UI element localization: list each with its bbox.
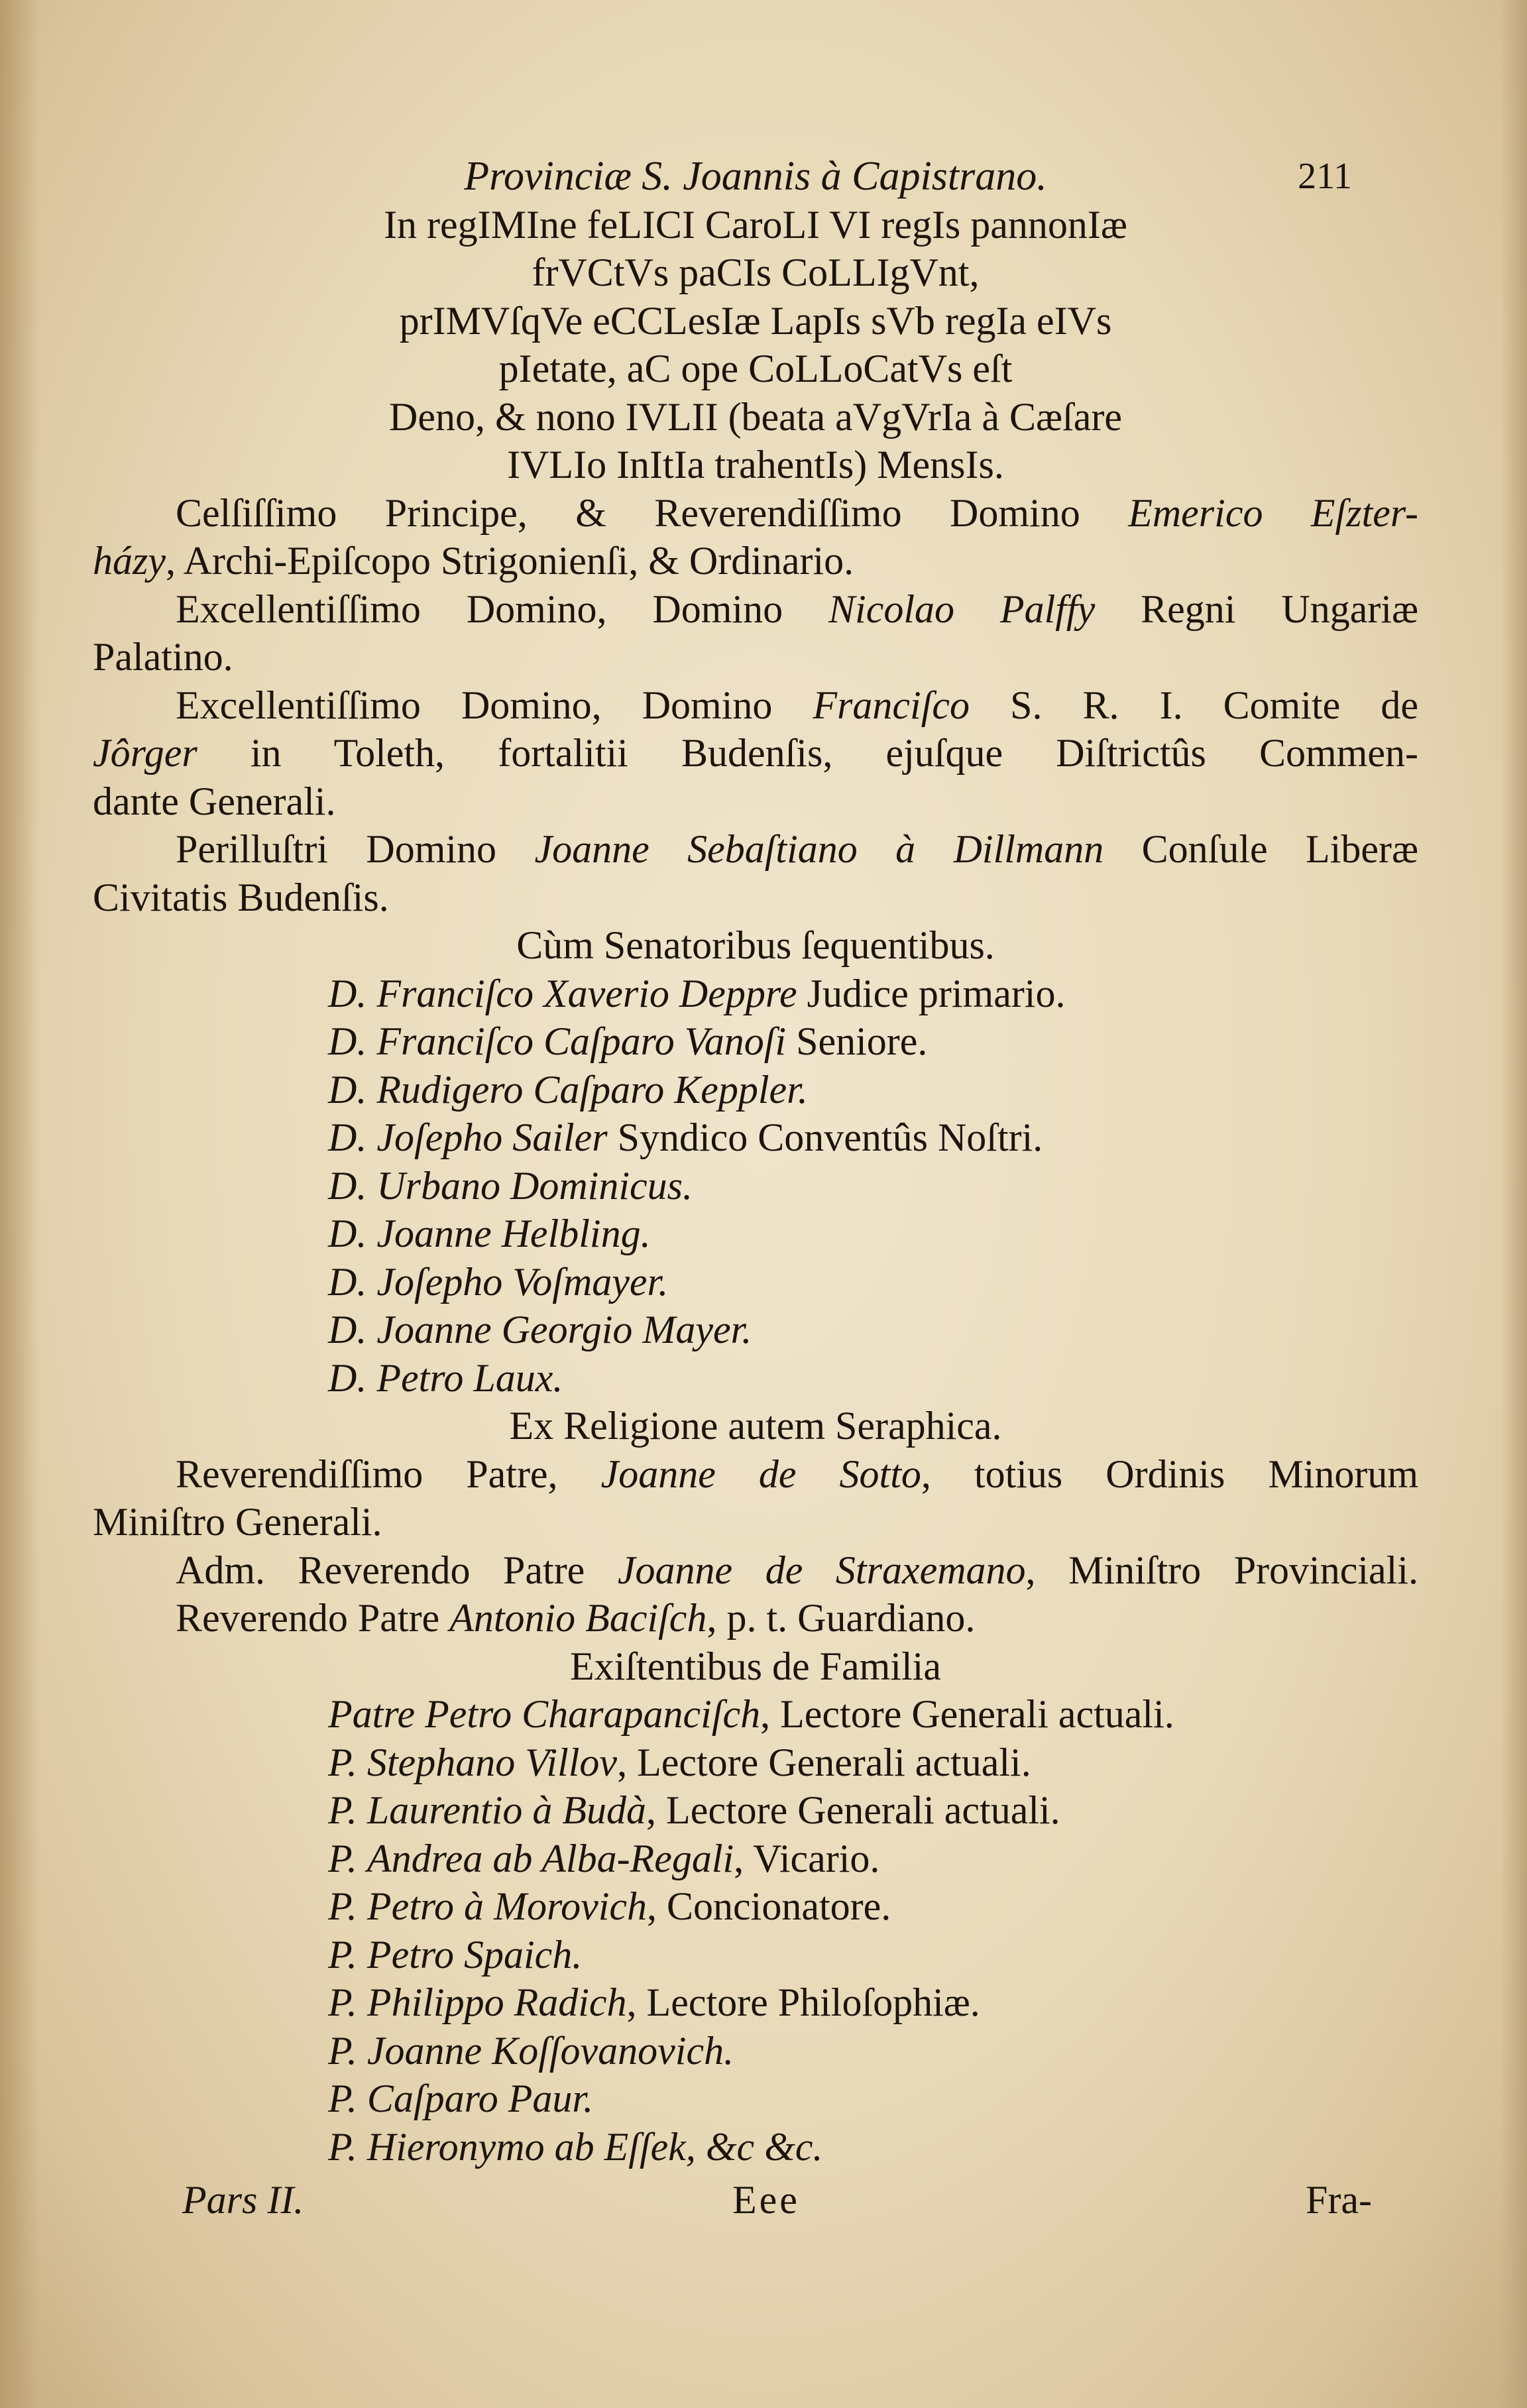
chronogram-line: IVLIo InItIa trahentIs) MensIs. bbox=[507, 443, 1004, 487]
roll-name: Petro Laux. bbox=[376, 1355, 563, 1400]
roll-role: , Vicario. bbox=[734, 1836, 880, 1880]
roll-prefix: Patre bbox=[328, 1692, 416, 1736]
roll-prefix: P. bbox=[328, 1884, 357, 1928]
signature-left: Pars II. bbox=[182, 2178, 304, 2222]
dignitary-line bbox=[93, 729, 1418, 777]
roll-prefix: P. bbox=[328, 1932, 357, 1977]
dignitary-text: Regni Ungariæ bbox=[1141, 587, 1419, 631]
dignitary-text: S. R. I. Comite de bbox=[1010, 683, 1418, 727]
roll-name: Franciſco Caſparo Vanoſi bbox=[376, 1019, 787, 1063]
roll-name: Joanne Helbling. bbox=[376, 1212, 651, 1255]
dignitary-text: Celſiſſimo Principe, & Reverendiſſimo Domino bbox=[176, 490, 1080, 535]
roll-prefix: D. bbox=[328, 1212, 367, 1255]
family-row bbox=[93, 2027, 1087, 2075]
catchword: Fra- bbox=[1306, 2178, 1372, 2222]
senator-row bbox=[93, 1306, 1087, 1354]
chronogram-line: prIMVſqVe eCCLesIæ LapIs sVb regIa eIVs bbox=[399, 298, 1112, 343]
roll-prefix: D. bbox=[328, 1259, 367, 1304]
dignitary-name: Emerico Eſzter- bbox=[1128, 490, 1419, 535]
dignitary-line: Palatino. bbox=[93, 635, 233, 679]
chronogram-line: frVCtVs paCIs CoLLIgVnt, bbox=[532, 251, 980, 294]
religion-name: Antonio Baciſch bbox=[449, 1596, 707, 1640]
senators-list bbox=[93, 970, 1087, 1403]
page-edge-shadow-left bbox=[0, 0, 40, 2408]
running-title: Provinciæ S. Joannis à Capistrano. bbox=[464, 154, 1047, 199]
roll-name: Petro Spaich. bbox=[367, 1932, 583, 1977]
dignitary-name: Nicolao Palffy bbox=[828, 587, 1096, 631]
religion-heading: Ex Religione autem Seraphica. bbox=[509, 1404, 1002, 1448]
roll-name: Laurentio à Budà bbox=[367, 1788, 647, 1832]
religion-text: Reverendo Patre bbox=[176, 1596, 440, 1640]
dignitary-text: , Archi-Epiſcopo Strigonienſi, & Ordinario. bbox=[165, 539, 854, 583]
family-row bbox=[93, 1978, 1087, 2027]
dignitary-line bbox=[93, 489, 1418, 538]
dignitary-name: Joanne Sebaſtiano à Dillmann bbox=[534, 827, 1104, 871]
roll-role: , Lectore Philoſophiæ. bbox=[626, 1980, 980, 2024]
religion-name: Joanne de Sotto bbox=[600, 1452, 921, 1496]
family-row bbox=[93, 1931, 1087, 1979]
roll-role: , Lectore Generali actuali. bbox=[760, 1692, 1174, 1736]
religion-line bbox=[93, 1594, 1418, 1642]
dignitary-text: Conſule Liberæ bbox=[1141, 827, 1418, 871]
dignitary-name: Franciſco bbox=[813, 683, 970, 727]
roll-name: Urbano Dominicus. bbox=[376, 1163, 693, 1208]
dignitary-line bbox=[93, 537, 1418, 585]
religion-text: , totius Ordinis Minorum bbox=[921, 1452, 1419, 1496]
page-text bbox=[93, 152, 1418, 2229]
dignitary-line: dante Generali. bbox=[93, 779, 336, 823]
roll-prefix: D. bbox=[328, 1163, 367, 1208]
dignitary-line bbox=[93, 825, 1418, 874]
roll-name: Philippo Radich bbox=[367, 1980, 627, 2024]
religion-line: Miniſtro Generali. bbox=[93, 1500, 382, 1544]
roll-role: Syndico Conventûs Noſtri. bbox=[617, 1116, 1043, 1159]
dignitary-line bbox=[93, 681, 1418, 730]
roll-prefix: P. bbox=[328, 1788, 357, 1832]
roll-prefix: P. bbox=[328, 1980, 357, 2024]
dignitary-text: in Toleth, fortalitii Budenſis, ejuſque Diſtrictûs Commen- bbox=[250, 731, 1418, 775]
roll-name: Andrea ab Alba-Regali bbox=[367, 1836, 734, 1880]
dignitary-name: Jôrger bbox=[93, 731, 198, 775]
page-number: 211 bbox=[1298, 156, 1352, 197]
roll-name: Petro à Morovich bbox=[367, 1884, 648, 1928]
roll-name: Rudigero Caſparo Keppler. bbox=[376, 1067, 808, 1112]
page-footer bbox=[93, 2176, 1418, 2229]
roll-name: Joanne Georgio Mayer. bbox=[376, 1308, 752, 1351]
chronogram-line: pIetate, aC ope CoLLoCatVs eſt bbox=[498, 347, 1013, 390]
roll-name: Joſepho Voſmayer. bbox=[376, 1259, 669, 1304]
roll-role: , Lectore Generali actuali. bbox=[646, 1788, 1060, 1832]
roll-prefix: D. bbox=[328, 1067, 367, 1112]
running-header bbox=[93, 152, 1418, 201]
senator-row bbox=[93, 970, 1087, 1018]
dignitary-name: házy bbox=[93, 539, 166, 583]
dignitaries-list bbox=[93, 489, 1418, 922]
senator-row bbox=[93, 1210, 1087, 1258]
family-row bbox=[93, 2123, 1087, 2171]
roll-name: Joanne Koſſovanovich. bbox=[367, 2028, 734, 2073]
family-row bbox=[93, 2075, 1087, 2123]
roll-role: Judice primario. bbox=[807, 971, 1066, 1015]
religion-list bbox=[93, 1450, 1418, 1642]
roll-prefix: D. bbox=[328, 1308, 367, 1351]
signature-mark: Eee bbox=[732, 2178, 800, 2222]
senator-row bbox=[93, 1114, 1087, 1162]
roll-prefix: P. bbox=[328, 2124, 357, 2169]
religion-line bbox=[93, 1546, 1418, 1595]
religion-text: , Miniſtro Provinciali. bbox=[1025, 1548, 1418, 1592]
family-row bbox=[93, 1739, 1087, 1787]
religion-text: , p. t. Guardiano. bbox=[707, 1596, 976, 1640]
roll-role: Seniore. bbox=[796, 1019, 928, 1063]
senators-heading: Cùm Senatoribus ſequentibus. bbox=[516, 923, 995, 967]
senator-row bbox=[93, 1354, 1087, 1403]
page-edge-shadow-right bbox=[1500, 0, 1527, 2408]
family-row bbox=[93, 1786, 1087, 1835]
roll-prefix: P. bbox=[328, 1836, 357, 1880]
family-list bbox=[93, 1690, 1174, 2171]
religion-text: Adm. Reverendo Patre bbox=[176, 1548, 585, 1592]
roll-role: , Lectore Generali actuali. bbox=[617, 1740, 1031, 1784]
roll-prefix: P. bbox=[328, 1740, 357, 1784]
roll-prefix: D. bbox=[328, 971, 367, 1015]
religion-text: Reverendiſſimo Patre, bbox=[176, 1452, 558, 1496]
roll-name: Stephano Villov bbox=[367, 1740, 618, 1784]
roll-prefix: P. bbox=[328, 2028, 357, 2073]
roll-name: Caſparo Paur. bbox=[367, 2077, 594, 2120]
roll-prefix: D. bbox=[328, 1355, 367, 1400]
family-row bbox=[93, 1835, 1087, 1883]
chronogram-inscription bbox=[93, 201, 1418, 489]
chronogram-line: Deno, & nono IVLII (beata aVgVrIa à Cæſare bbox=[389, 394, 1122, 439]
family-heading: Exiſtentibus de Familia bbox=[570, 1644, 941, 1688]
roll-prefix: P. bbox=[328, 2077, 357, 2120]
roll-role: , Concionatore. bbox=[647, 1884, 891, 1928]
roll-prefix: D. bbox=[328, 1019, 367, 1063]
senator-row bbox=[93, 1066, 1087, 1114]
family-row bbox=[93, 1882, 1087, 1931]
senator-row bbox=[93, 1162, 1087, 1210]
dignitary-text: Excellentiſſimo Domino, Domino bbox=[176, 683, 773, 727]
dignitary-text: Perilluſtri Domino bbox=[176, 827, 497, 871]
senator-row bbox=[93, 1017, 1087, 1066]
roll-name: Franciſco Xaverio Deppre bbox=[376, 971, 797, 1015]
chronogram-line: In regIMIne feLICI CaroLI VI regIs pannonIæ bbox=[384, 202, 1127, 247]
roll-name: Hieronymo ab Eſſek, &c &c. bbox=[367, 2124, 823, 2169]
dignitary-line bbox=[93, 585, 1418, 634]
family-row bbox=[93, 1690, 1174, 1739]
roll-prefix: D. bbox=[328, 1116, 367, 1159]
roll-name: Joſepho Sailer bbox=[376, 1116, 608, 1159]
senator-row bbox=[93, 1258, 1087, 1306]
roll-name: Petro Charapanciſch bbox=[425, 1692, 761, 1736]
religion-line bbox=[93, 1450, 1418, 1499]
religion-name: Joanne de Straxemano bbox=[617, 1548, 1026, 1592]
dignitary-line: Civitatis Budenſis. bbox=[93, 875, 389, 919]
dignitary-text: Excellentiſſimo Domino, Domino bbox=[176, 587, 783, 631]
